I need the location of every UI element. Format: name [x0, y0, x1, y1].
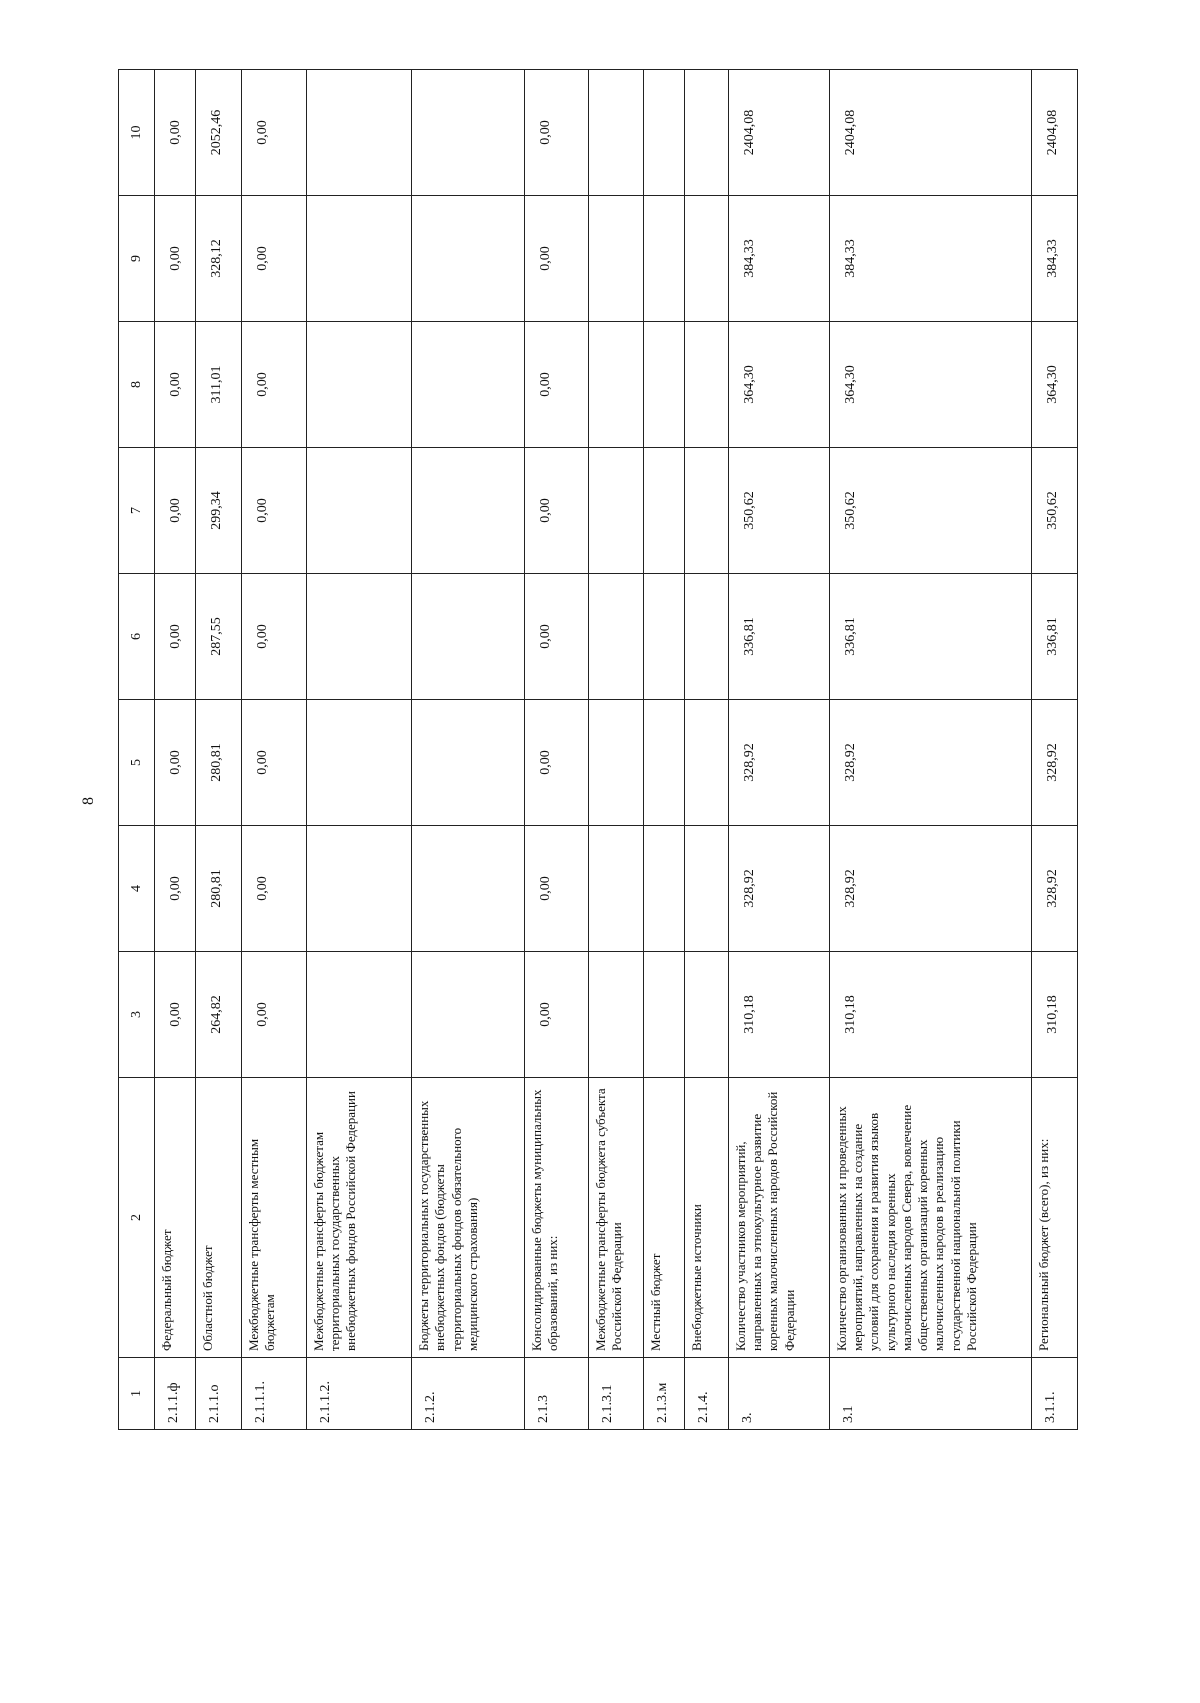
table-row: [588, 70, 643, 1430]
value-cell: [685, 448, 729, 574]
header-cell: 10: [119, 70, 155, 196]
value-cell: [306, 700, 412, 826]
table-row: [685, 70, 729, 1430]
value-cell: 384,33: [1032, 196, 1078, 322]
value-cell: 280,81: [196, 700, 242, 826]
row-name: Количество организованных и проведенных мероприятий, направленных на создание условий для сохранения и развития языков культурного наследия коренных малочисленных народов Севера, вовлечение общественных организаций коренных малочисленных народов в реализацию государственной национальной политики Российской Федерации: [829, 1078, 1031, 1358]
value-cell: 328,92: [728, 700, 829, 826]
table-row: [155, 70, 196, 1430]
row-name: Федеральный бюджет: [155, 1078, 196, 1358]
value-cell: 2052,46: [196, 70, 242, 196]
page-number: 8: [80, 797, 97, 805]
row-name: Бюджеты территориальных государственных внебюджетных фондов (бюджеты территориальных фондов обязательного медицинского страхования): [412, 1078, 525, 1358]
value-cell: [644, 448, 685, 574]
table-row: [829, 70, 1031, 1430]
value-cell: 336,81: [728, 574, 829, 700]
value-cell: 0,00: [524, 826, 588, 952]
value-cell: [644, 952, 685, 1078]
header-cell: 8: [119, 322, 155, 448]
header-cell: 6: [119, 574, 155, 700]
value-cell: [412, 196, 525, 322]
value-cell: 384,33: [829, 196, 1031, 322]
row-code: 3.1: [829, 1358, 1031, 1430]
value-cell: 0,00: [524, 574, 588, 700]
header-cell: 5: [119, 700, 155, 826]
row-name: Межбюджетные трансферты бюджета субъекта Российской Федерации: [588, 1078, 643, 1358]
value-cell: [644, 322, 685, 448]
value-cell: [412, 322, 525, 448]
value-cell: 350,62: [728, 448, 829, 574]
value-cell: 0,00: [155, 700, 196, 826]
row-code: 2.1.4.: [685, 1358, 729, 1430]
row-code: 2.1.1.о: [196, 1358, 242, 1430]
value-cell: 364,30: [829, 322, 1031, 448]
row-code: 2.1.1.1.: [242, 1358, 306, 1430]
value-cell: [685, 70, 729, 196]
value-cell: 364,30: [1032, 322, 1078, 448]
value-cell: 0,00: [155, 826, 196, 952]
table-row: [1032, 70, 1078, 1430]
value-cell: [644, 70, 685, 196]
row-name: Межбюджетные трансферты бюджетам территориальных государственных внебюджетных фондов Российской Федерации: [306, 1078, 412, 1358]
value-cell: 310,18: [728, 952, 829, 1078]
value-cell: 350,62: [1032, 448, 1078, 574]
value-cell: 299,34: [196, 448, 242, 574]
value-cell: 0,00: [242, 70, 306, 196]
row-name: Областной бюджет: [196, 1078, 242, 1358]
value-cell: 336,81: [1032, 574, 1078, 700]
row-code: 2.1.3: [524, 1358, 588, 1430]
value-cell: [412, 574, 525, 700]
header-cell: 1: [119, 1358, 155, 1430]
value-cell: [412, 700, 525, 826]
value-cell: 0,00: [155, 322, 196, 448]
value-cell: 364,30: [728, 322, 829, 448]
value-cell: 328,92: [829, 700, 1031, 826]
header-cell: 2: [119, 1078, 155, 1358]
value-cell: [685, 826, 729, 952]
value-cell: 2404,08: [829, 70, 1031, 196]
row-name: Внебюджетные источники: [685, 1078, 729, 1358]
value-cell: 384,33: [728, 196, 829, 322]
value-cell: 2404,08: [728, 70, 829, 196]
value-cell: 336,81: [829, 574, 1031, 700]
table-row: [728, 70, 829, 1430]
value-cell: [644, 700, 685, 826]
value-cell: 0,00: [524, 952, 588, 1078]
value-cell: 328,12: [196, 196, 242, 322]
value-cell: 0,00: [242, 574, 306, 700]
budget-table-container: [118, 70, 1078, 1430]
value-cell: 328,92: [728, 826, 829, 952]
value-cell: [644, 826, 685, 952]
value-cell: 328,92: [829, 826, 1031, 952]
value-cell: 0,00: [524, 70, 588, 196]
value-cell: [412, 448, 525, 574]
row-code: 2.1.2.: [412, 1358, 525, 1430]
row-code: 2.1.3.1: [588, 1358, 643, 1430]
value-cell: [685, 952, 729, 1078]
value-cell: 328,92: [1032, 700, 1078, 826]
value-cell: 0,00: [242, 826, 306, 952]
value-cell: [644, 574, 685, 700]
value-cell: 264,82: [196, 952, 242, 1078]
table-row: [306, 70, 412, 1430]
row-name: Межбюджетные трансферты местным бюджетам: [242, 1078, 306, 1358]
value-cell: [306, 70, 412, 196]
row-code: 3.1.1.: [1032, 1358, 1078, 1430]
value-cell: [588, 700, 643, 826]
row-name: Местный бюджет: [644, 1078, 685, 1358]
value-cell: [306, 322, 412, 448]
value-cell: 350,62: [829, 448, 1031, 574]
value-cell: 287,55: [196, 574, 242, 700]
row-code: 3.: [728, 1358, 829, 1430]
value-cell: [588, 826, 643, 952]
value-cell: 0,00: [242, 448, 306, 574]
table-row: [524, 70, 588, 1430]
value-cell: [588, 952, 643, 1078]
budget-table: [118, 69, 1078, 1430]
value-cell: 0,00: [524, 700, 588, 826]
value-cell: 0,00: [155, 952, 196, 1078]
value-cell: 311,01: [196, 322, 242, 448]
value-cell: [685, 574, 729, 700]
row-name: Количество участников мероприятий, направленных на этнокультурное развитие коренных малочисленных народов Российской Федерации: [728, 1078, 829, 1358]
value-cell: [306, 196, 412, 322]
value-cell: [306, 448, 412, 574]
value-cell: [412, 826, 525, 952]
header-cell: 3: [119, 952, 155, 1078]
value-cell: 0,00: [155, 448, 196, 574]
value-cell: 0,00: [524, 322, 588, 448]
value-cell: 328,92: [1032, 826, 1078, 952]
value-cell: [588, 70, 643, 196]
value-cell: 310,18: [829, 952, 1031, 1078]
value-cell: [685, 322, 729, 448]
value-cell: 0,00: [155, 196, 196, 322]
value-cell: 0,00: [524, 196, 588, 322]
row-name: Региональный бюджет (всего), из них:: [1032, 1078, 1078, 1358]
value-cell: [685, 196, 729, 322]
value-cell: [306, 826, 412, 952]
value-cell: 310,18: [1032, 952, 1078, 1078]
row-code: 2.1.1.2.: [306, 1358, 412, 1430]
value-cell: 0,00: [242, 322, 306, 448]
header-cell: 9: [119, 196, 155, 322]
header-row: [119, 70, 155, 1430]
header-cell: 4: [119, 826, 155, 952]
table-row: [242, 70, 306, 1430]
value-cell: [685, 700, 729, 826]
value-cell: 0,00: [242, 196, 306, 322]
value-cell: 0,00: [524, 448, 588, 574]
value-cell: [588, 448, 643, 574]
value-cell: 0,00: [155, 574, 196, 700]
value-cell: 280,81: [196, 826, 242, 952]
value-cell: [588, 322, 643, 448]
value-cell: 0,00: [242, 700, 306, 826]
row-code: 2.1.3.м: [644, 1358, 685, 1430]
value-cell: [412, 70, 525, 196]
value-cell: [412, 952, 525, 1078]
value-cell: [588, 196, 643, 322]
value-cell: 0,00: [242, 952, 306, 1078]
header-cell: 7: [119, 448, 155, 574]
table-row: [196, 70, 242, 1430]
table-row: [644, 70, 685, 1430]
value-cell: 2404,08: [1032, 70, 1078, 196]
value-cell: 0,00: [155, 70, 196, 196]
value-cell: [306, 574, 412, 700]
row-name: Консолидированные бюджеты муниципальных образований, из них:: [524, 1078, 588, 1358]
value-cell: [588, 574, 643, 700]
table-row: [412, 70, 525, 1430]
row-code: 2.1.1.ф: [155, 1358, 196, 1430]
value-cell: [306, 952, 412, 1078]
value-cell: [644, 196, 685, 322]
